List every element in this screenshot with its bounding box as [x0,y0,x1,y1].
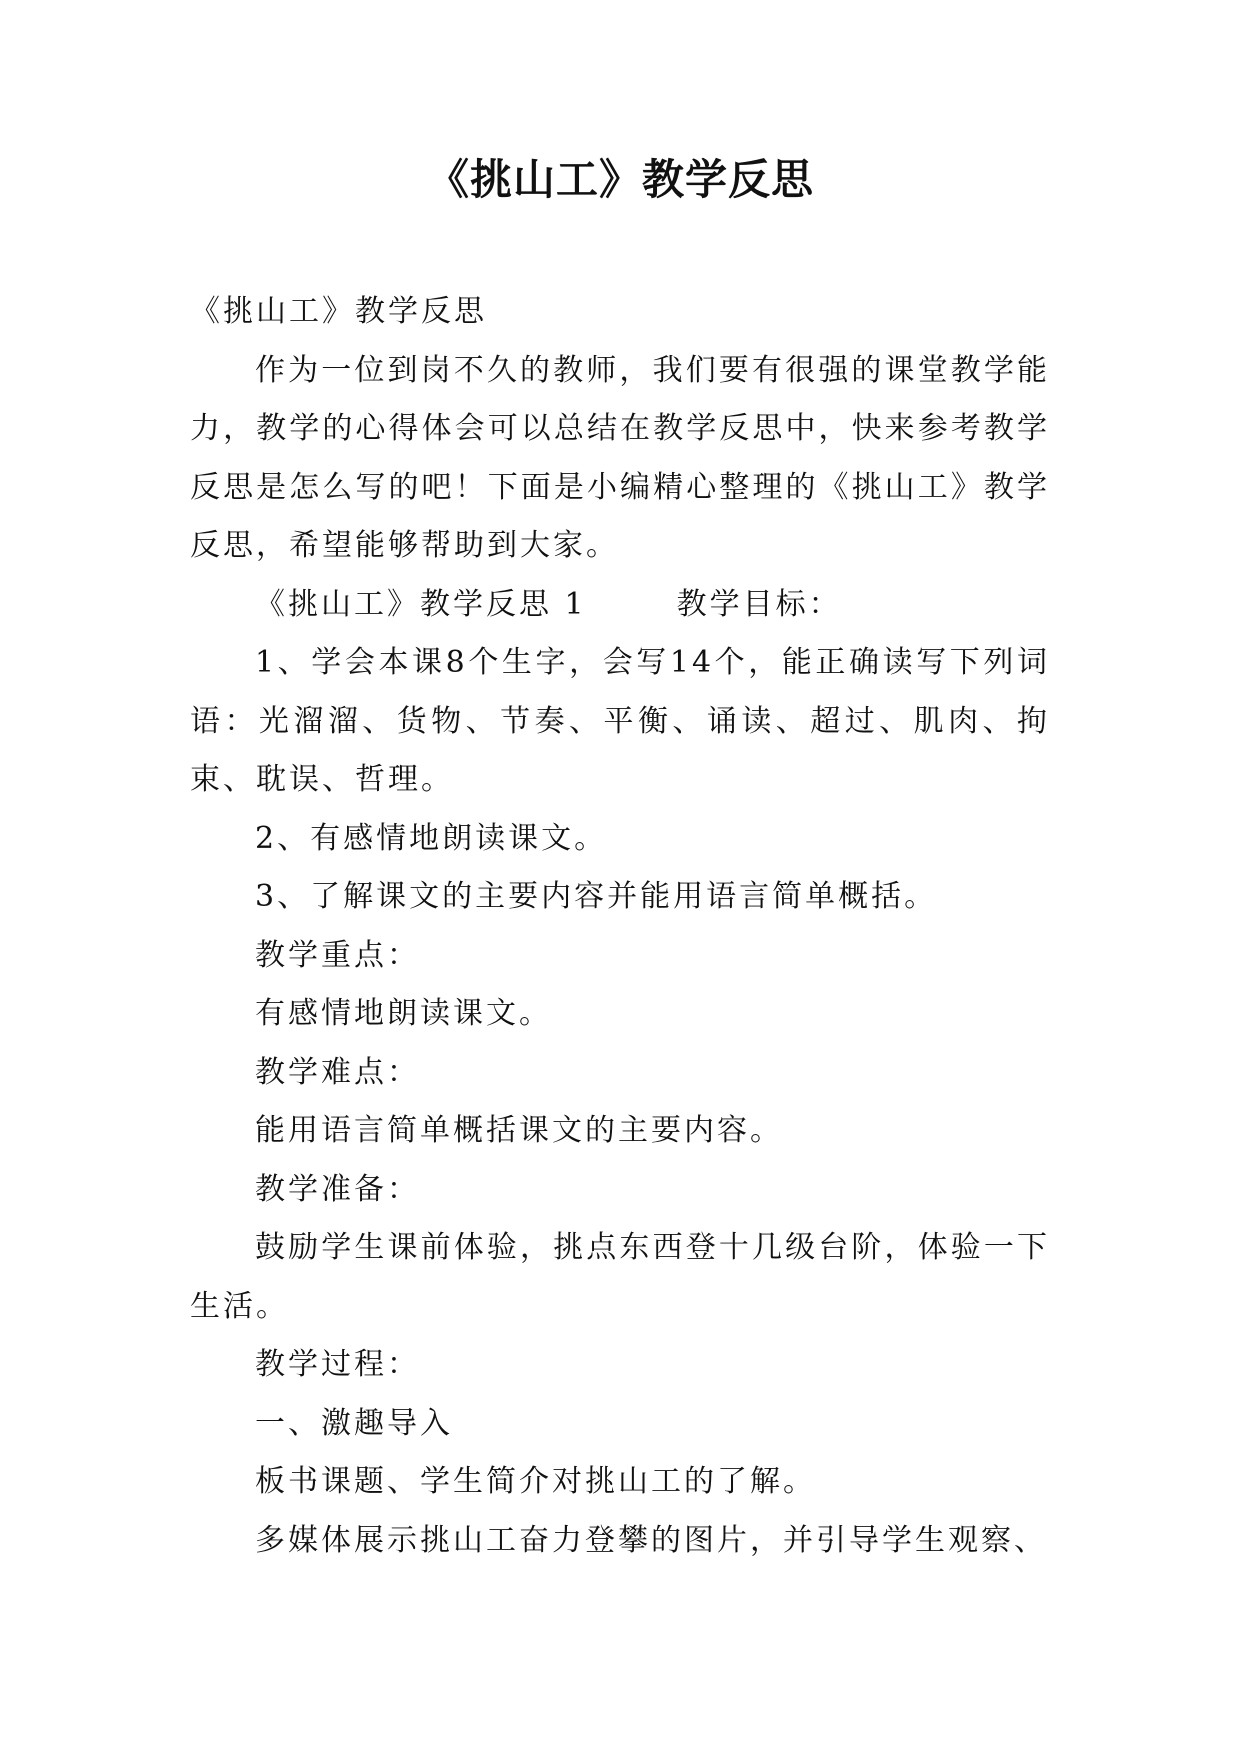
preparation-text: 鼓励学生课前体验，挑点东西登十几级台阶，体验一下生活。 [190,1230,1050,1324]
process-step-1-heading: 一、激趣导入 [255,1405,453,1441]
goal-item-2: 2、有感情地朗读课文。 [255,820,608,856]
intro-heading: 《挑山工》教学反思 [190,294,487,329]
process-step-1-text-b: 多媒体展示挑山工奋力登攀的图片，并引导学生观察、 [255,1522,1047,1558]
difficulties-text: 能用语言简单概括课文的主要内容。 [255,1113,783,1148]
section-goal-label: 教学目标： [676,586,842,622]
goal-item-3: 3、了解课文的主要内容并能用语言简单概括。 [255,879,938,914]
key-points-label: 教学重点： [255,937,420,973]
intro-paragraph: 作为一位到岗不久的教师，我们要有很强的课堂教学能力，教学的心得体会可以总结在教学反思中，快来参考教学反思是怎么写的吧！下面是小编精心整理的《挑山工》教学反思，希望能够帮助到大家。 [190,352,1050,563]
preparation-label: 教学准备： [255,1171,420,1207]
section-title: 《挑山工》教学反思 1 [255,586,587,622]
document-title: 《挑山工》教学反思 [426,155,814,204]
difficulties-label: 教学难点： [255,1054,420,1090]
document-body [190,283,1050,1570]
process-label: 教学过程： [255,1347,420,1382]
key-points-text: 有感情地朗读课文。 [255,996,552,1031]
section-heading [190,576,1050,635]
process-step-1-text-a: 板书课题、学生简介对挑山工的了解。 [255,1464,816,1499]
goal-item-1: 1、学会本课8个生字，会写14个，能正确读写下列词语：光溜溜、货物、节奏、平衡、诵读、超过、肌肉、拘束、耽误、哲理。 [190,645,1050,797]
